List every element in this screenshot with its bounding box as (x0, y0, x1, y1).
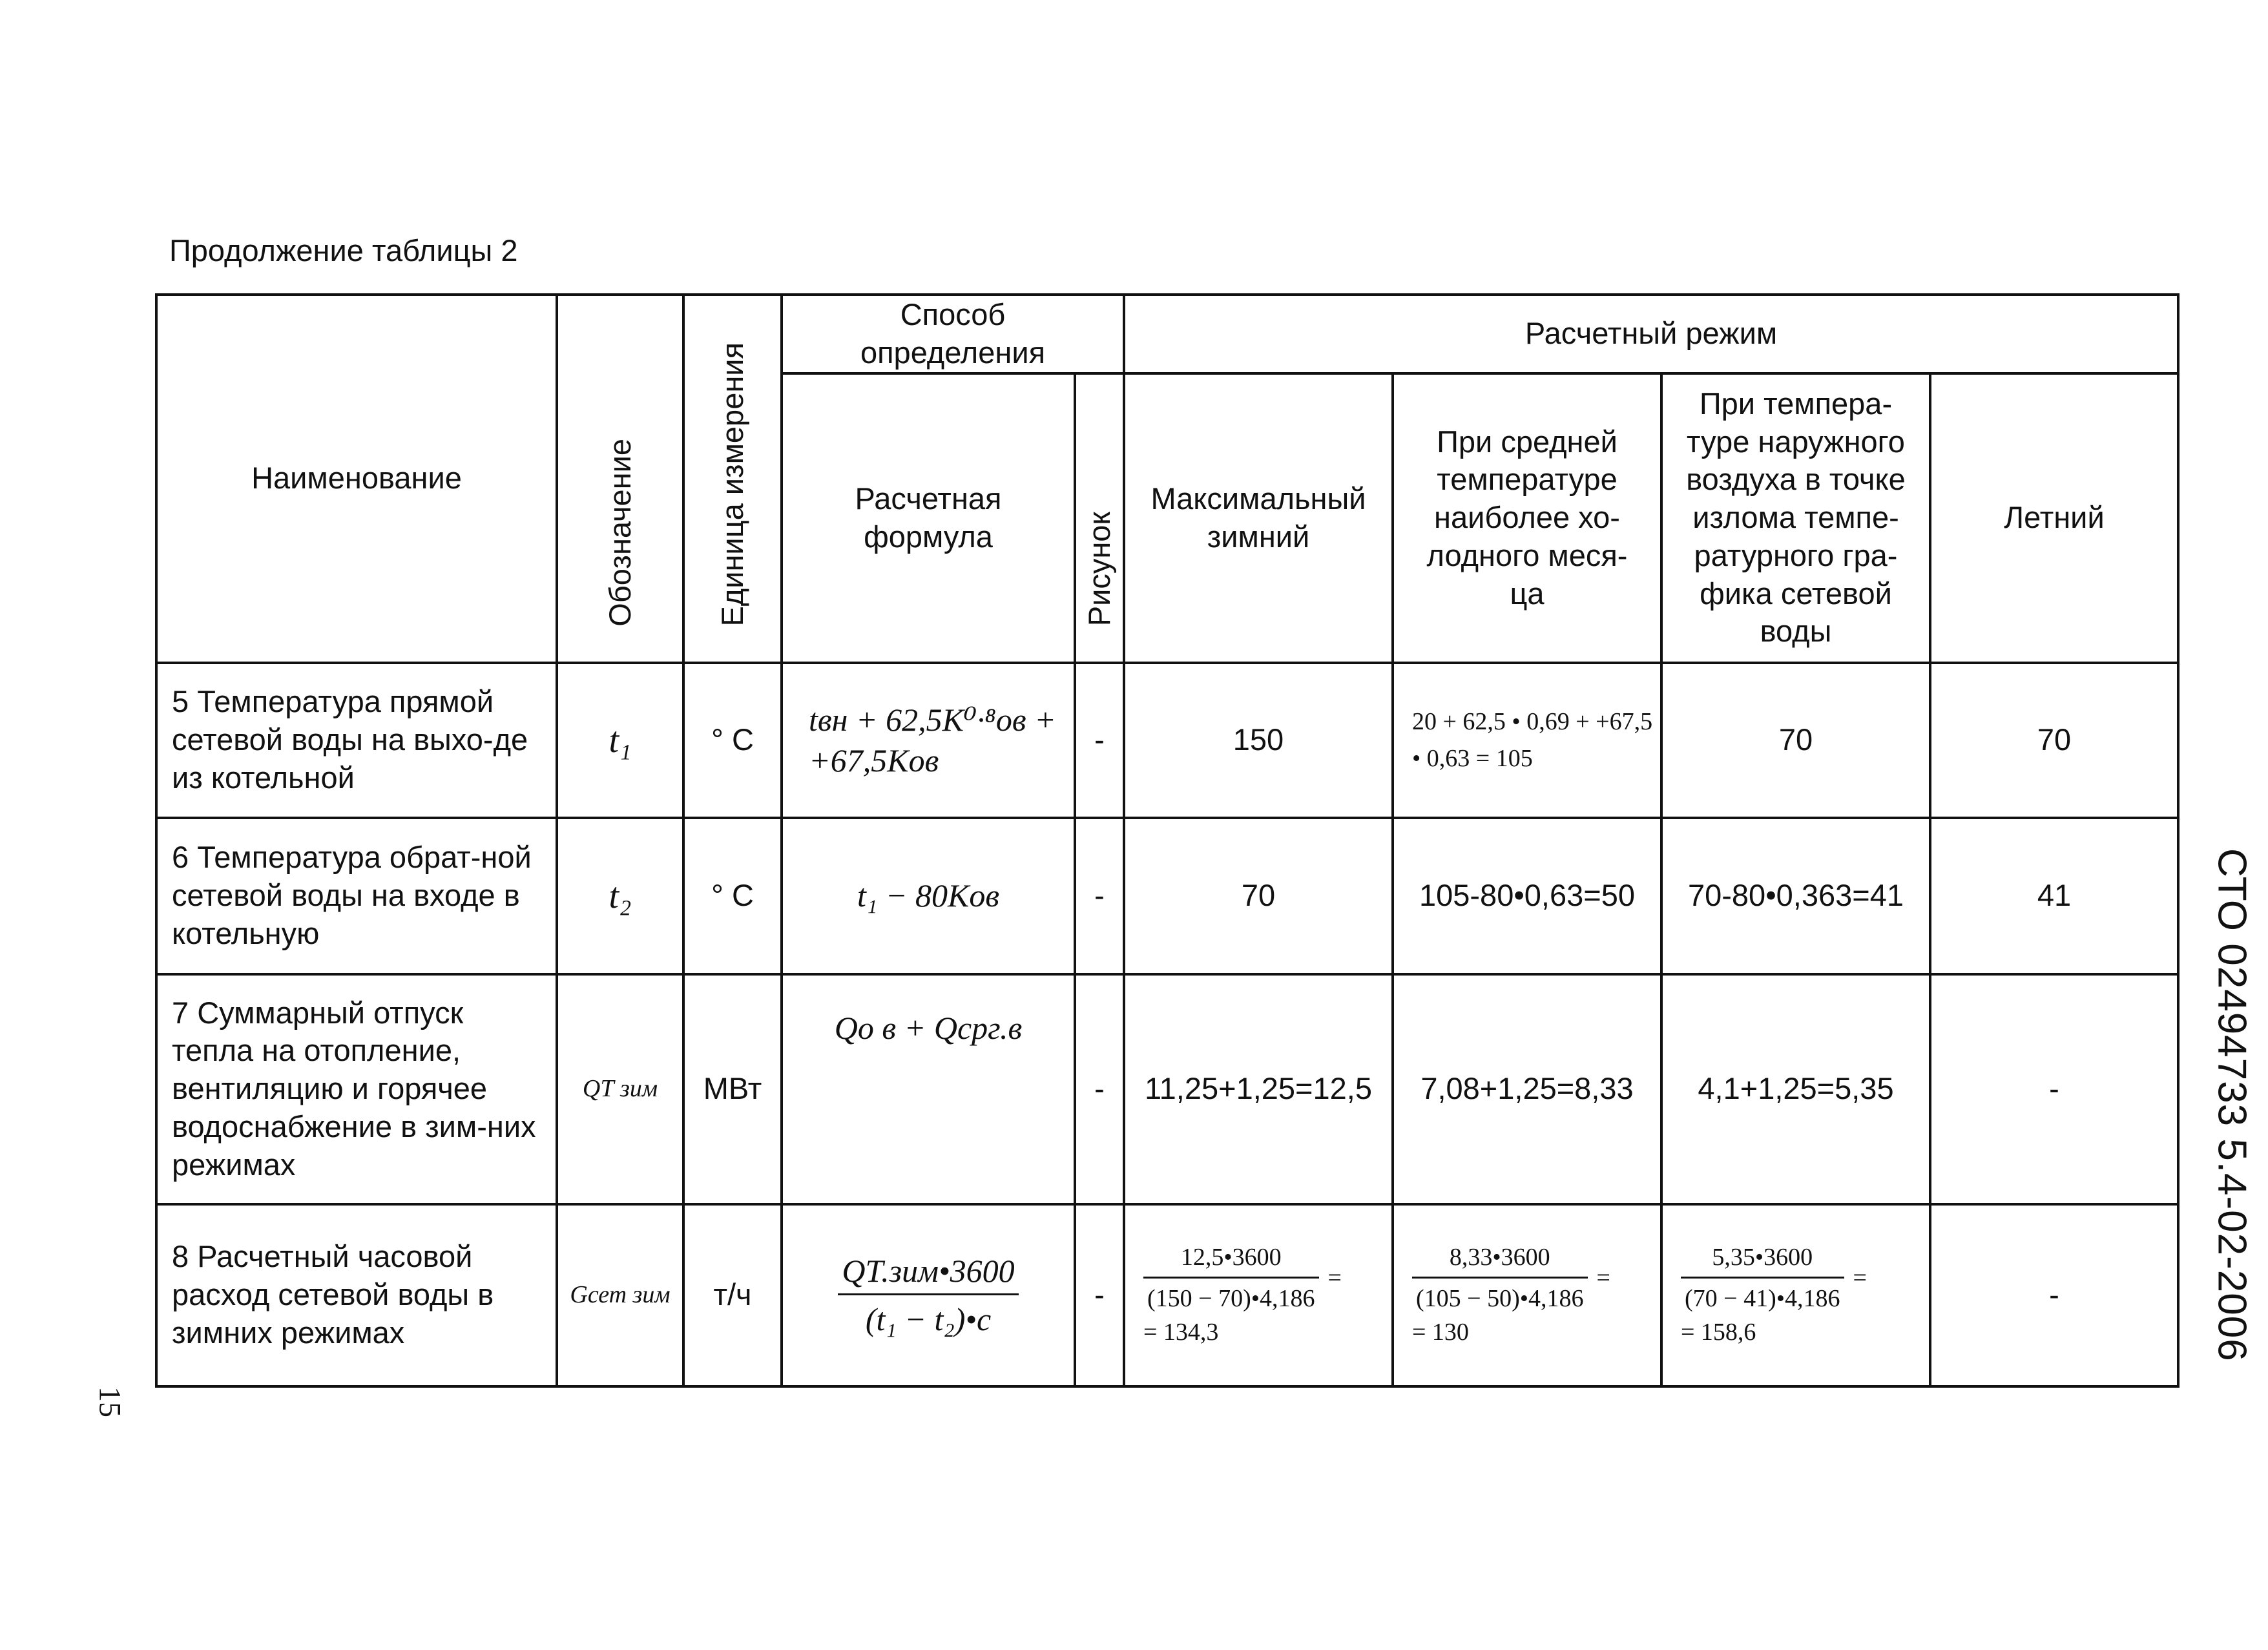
row8-summer: - (1930, 1204, 2178, 1386)
header-name: Наименование (156, 295, 557, 663)
row5-break-point: 70 (1661, 663, 1930, 818)
row5-name: 5 Температура прямой сетевой воды на выхо-де из котельной (156, 663, 557, 818)
row6-name: 6 Температура обрат-ной сетевой воды на входе в котельную (156, 818, 557, 974)
row8-formula (782, 1204, 1075, 1386)
header-designation-text: Обозначение (602, 439, 637, 627)
header-figure-text: Рисунок (1081, 512, 1116, 627)
table-row (156, 974, 2178, 1204)
row7-avg-cold: 7,08+1,25=8,33 (1393, 974, 1661, 1204)
table-row (156, 1204, 2178, 1386)
page-number-text: 15 (92, 1386, 127, 1417)
document-code (2177, 814, 2268, 1395)
table-row (156, 818, 2178, 974)
row5-unit: ° С (683, 663, 782, 818)
data-table (155, 293, 2180, 1388)
row8-max-eq: = (1327, 1264, 1342, 1292)
row7-break-point: 4,1+1,25=5,35 (1661, 974, 1930, 1204)
header-unit-text: Единица измерения (714, 342, 749, 627)
row8-break-num: 5,35•3600 (1681, 1241, 1844, 1279)
row8-max-num: 12,5•3600 (1143, 1241, 1319, 1279)
row6-break-point: 70-80•0,363=41 (1661, 818, 1930, 974)
header-designation (557, 295, 683, 663)
row8-max-winter (1124, 1204, 1393, 1386)
row5-summer: 70 (1930, 663, 2178, 818)
row7-figure: - (1075, 974, 1124, 1204)
row5-formula: tвн + 62,5K⁰·⁸ов + +67,5Kов (782, 663, 1075, 818)
row5-figure: - (1075, 663, 1124, 818)
row6-figure: - (1075, 818, 1124, 974)
row6-symbol: t₂ (557, 818, 683, 974)
row6-avg-cold: 105-80•0,63=50 (1393, 818, 1661, 974)
row7-name: 7 Суммарный отпуск тепла на отопление, вентиляцию и горячее водоснабжение в зим-них режимах (156, 974, 557, 1204)
document-code-text: СТО 02494733 5.4-02-2006 (2209, 848, 2254, 1362)
header-mode: Расчетный режим (1124, 295, 2178, 373)
page-number (90, 1376, 129, 1428)
row8-avg-result: = 130 (1412, 1318, 1469, 1346)
row8-formula-fraction (838, 1251, 1018, 1340)
header-figure (1075, 373, 1124, 663)
row8-break-den: (70 − 41)•4,186 (1685, 1285, 1840, 1313)
row5-max-winter: 150 (1124, 663, 1393, 818)
row8-symbol: Gсет зим (557, 1204, 683, 1386)
row8-avg-cold (1393, 1204, 1661, 1386)
row6-summer: 41 (1930, 818, 2178, 974)
row6-max-winter: 70 (1124, 818, 1393, 974)
row8-max-den: (150 − 70)•4,186 (1147, 1285, 1315, 1313)
header-formula: Расчетная формула (782, 373, 1075, 663)
row7-symbol: QТ зим (557, 974, 683, 1204)
header-break-point: При темпера-туре наружного воздуха в точке излома темпе-ратурного гра-фика сетевой воды (1661, 373, 1930, 663)
header-unit (683, 295, 782, 663)
header-max-winter: Максимальный зимний (1124, 373, 1393, 663)
row7-max-winter: 11,25+1,25=12,5 (1124, 974, 1393, 1204)
row8-avg-den: (105 − 50)•4,186 (1416, 1285, 1584, 1313)
row8-break-point (1661, 1204, 1930, 1386)
row8-break-result: = 158,6 (1681, 1318, 1756, 1346)
row6-formula: t₁ − 80Kов (782, 818, 1075, 974)
header-summer: Летний (1930, 373, 2178, 663)
header-method: Способ определения (782, 295, 1124, 373)
row8-formula-num: QТ.зим•3600 (838, 1251, 1018, 1296)
row8-avg-eq: = (1596, 1264, 1610, 1292)
row8-break-eq: = (1853, 1264, 1867, 1292)
row7-formula: Qо в + Qсрг.в (782, 974, 1075, 1204)
row8-avg-num: 8,33•3600 (1412, 1241, 1588, 1279)
row8-name: 8 Расчетный часовой расход сетевой воды в зимних режимах (156, 1204, 557, 1386)
header-avg-cold: При средней температуре наиболее хо-лодного меся-ца (1393, 373, 1661, 663)
row6-unit: ° С (683, 818, 782, 974)
row5-avg-cold: 20 + 62,5 • 0,69 + +67,5 • 0,63 = 105 (1393, 663, 1661, 818)
row8-formula-den: (t₁ − t₂)•c (865, 1301, 992, 1337)
table-row (156, 663, 2178, 818)
row8-unit: т/ч (683, 1204, 782, 1386)
row7-summer: - (1930, 974, 2178, 1204)
row8-figure: - (1075, 1204, 1124, 1386)
row8-max-result: = 134,3 (1143, 1318, 1219, 1346)
row7-unit: МВт (683, 974, 782, 1204)
table-caption: Продолжение таблицы 2 (169, 233, 518, 267)
row5-symbol: t₁ (557, 663, 683, 818)
